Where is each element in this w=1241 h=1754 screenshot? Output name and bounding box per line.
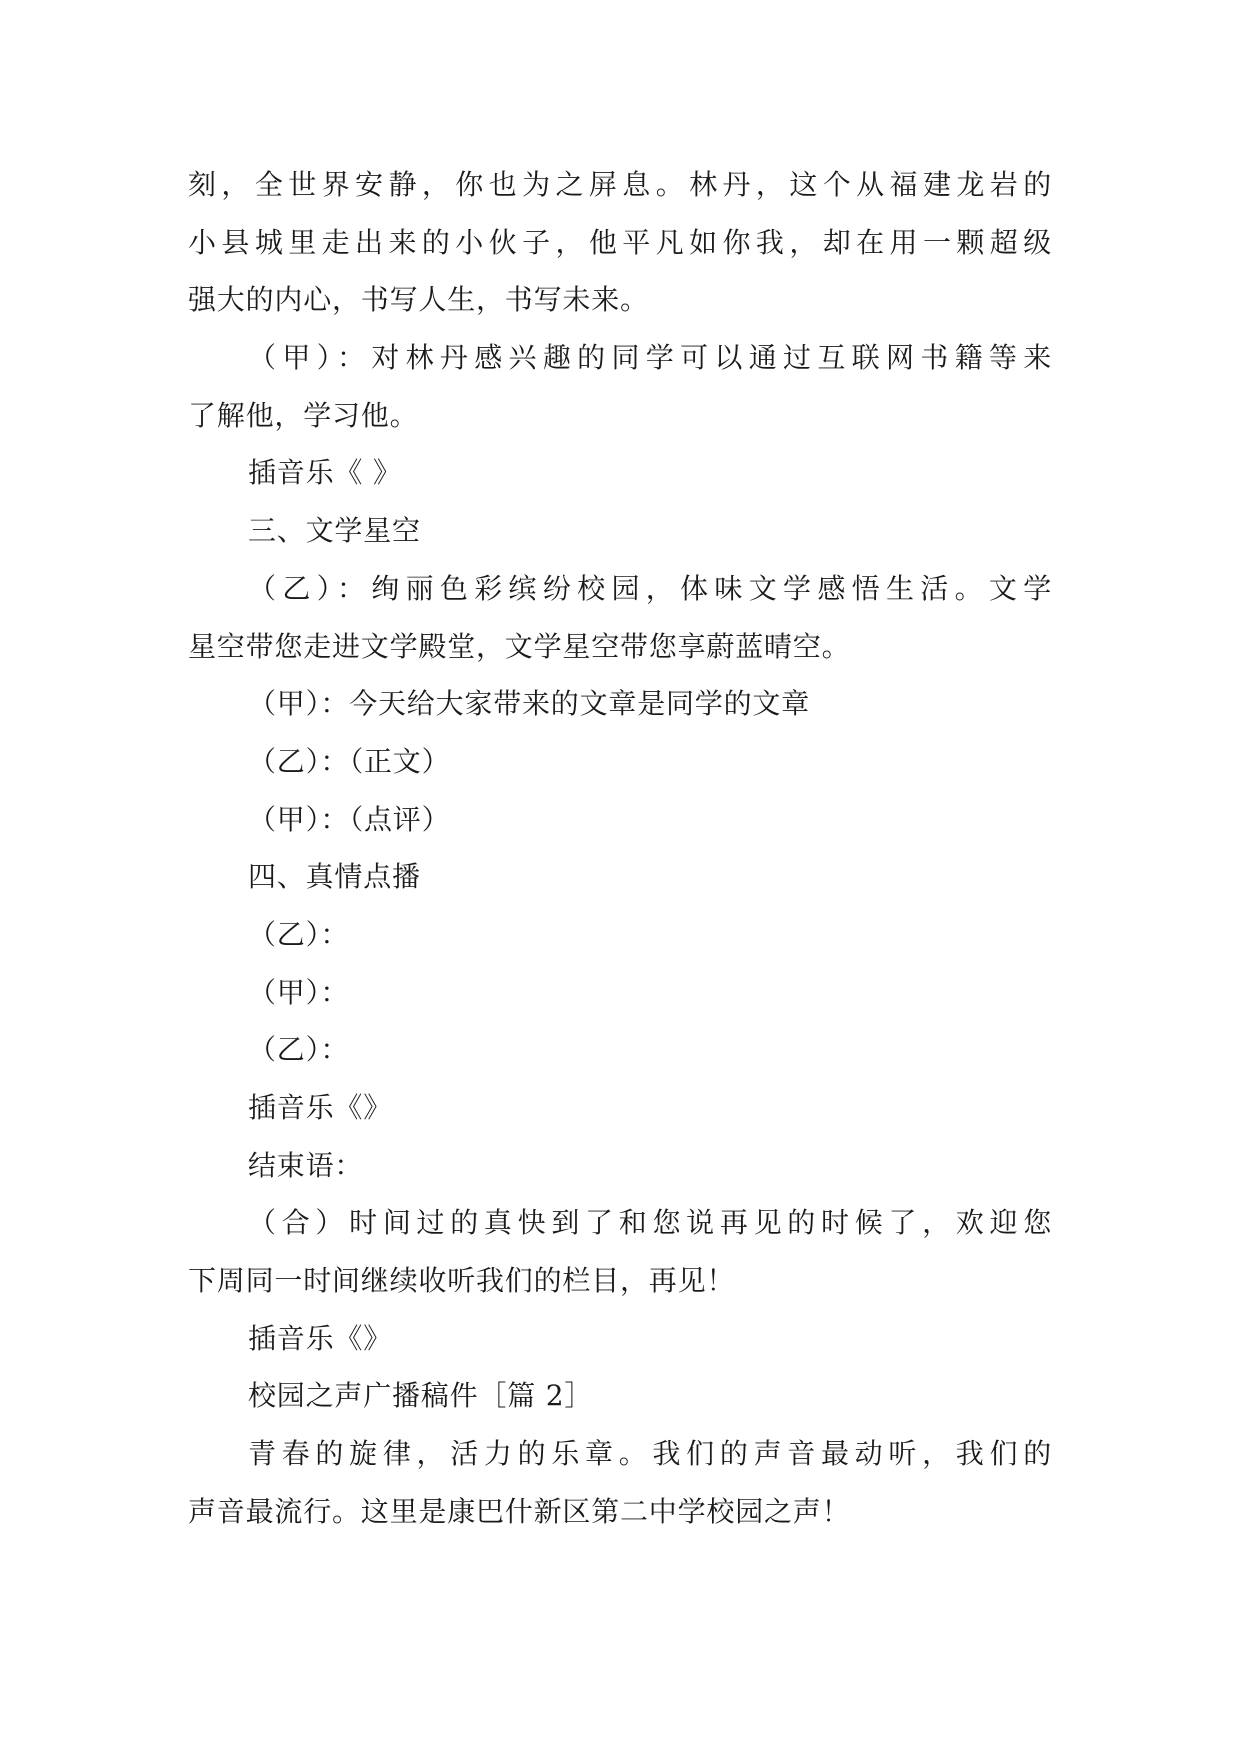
- paragraph-line: （甲）：: [248, 975, 350, 1009]
- paragraph-line: 插音乐《 》: [248, 456, 402, 490]
- paragraph-line: 下周同一时间继续收听我们的栏目，再见！: [188, 1264, 736, 1298]
- paragraph-line: 插音乐《》: [248, 1321, 393, 1355]
- paragraph-line: （乙）：（正文）: [248, 744, 451, 778]
- paragraph-line: （甲）：对林丹感兴趣的同学可以通过互联网书籍等来: [248, 341, 1052, 375]
- section-heading: 四、真情点播: [248, 860, 421, 894]
- paragraph-line: 结束语：: [248, 1148, 364, 1182]
- paragraph-line: 强大的内心，书写人生，书写未来。: [188, 283, 649, 317]
- paragraph-line: （甲）：（点评）: [248, 802, 451, 836]
- paragraph-line: （乙）：: [248, 1033, 350, 1067]
- paragraph-line: （乙）：绚丽色彩缤纷校园，体味文学感悟生活。文学: [248, 571, 1052, 605]
- document-body: [188, 156, 1052, 1541]
- paragraph-line: （乙）：: [248, 917, 350, 951]
- paragraph-line: 刻，全世界安静，你也为之屏息。林丹，这个从福建龙岩的: [188, 168, 1052, 201]
- paragraph-line: 星空带您走进文学殿堂，文学星空带您享蔚蓝晴空。: [188, 629, 851, 663]
- paragraph-line: 青春的旋律，活力的乐章。我们的声音最动听，我们的: [248, 1437, 1052, 1471]
- section-heading: 校园之声广播稿件［篇 2］: [248, 1379, 594, 1413]
- paragraph-line: 小县城里走出来的小伙子，他平凡如你我，却在用一颗超级: [188, 225, 1052, 259]
- paragraph-line: 了解他，学习他。: [188, 398, 419, 432]
- paragraph-line: （合）时间过的真快到了和您说再见的时候了，欢迎您: [248, 1206, 1052, 1240]
- paragraph-line: （甲）：今天给大家带来的文章是同学的文章: [248, 687, 811, 721]
- paragraph-line: 插音乐《》: [248, 1091, 393, 1124]
- paragraph-line: 声音最流行。这里是康巴什新区第二中学校园之声！: [188, 1494, 851, 1528]
- section-heading: 三、文学星空: [248, 514, 421, 548]
